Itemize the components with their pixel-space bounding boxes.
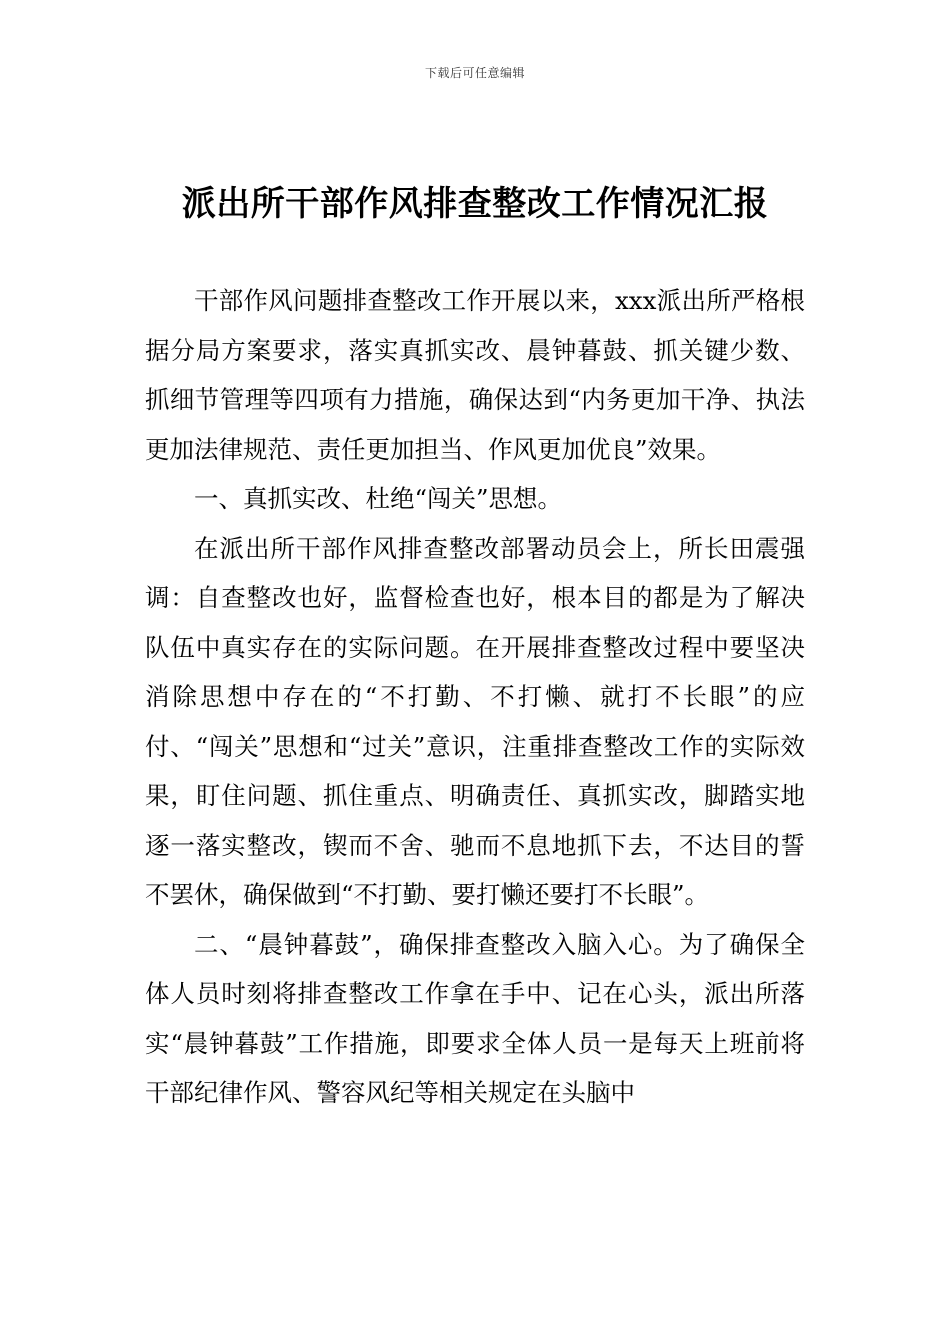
document-title: 派出所干部作风排查整改工作情况汇报 — [181, 184, 769, 224]
paragraph-section-1: 在派出所干部作风排查整改部署动员会上，所长田震强调：自查整改也好，监督检查也好，根本目的都是为了解决队伍中真实存在的实际问题。在开展排查整改过程中要坚决消除思想中存在的“不打勤、不打懒、就打不长眼”的应付、“闯关”思想和“过关”意识，注重排查整改工作的实际效果，盯住问题、抓住重点、明确责任、真抓实改，脚踏实地逐一落实整改，锲而不舍、驰而不息地抓下去，不达目的誓不罢休，确保做到“不打勤、要打懒还要打不长眼”。 — [145, 533, 805, 909]
paragraph-section-2: 二、“晨钟暮鼓”，确保排查整改入脑入心。为了确保全体人员时刻将排查整改工作拿在手中、记在心头，派出所落实“晨钟暮鼓”工作措施，即要求全体人员一是每天上班前将干部纪律作风、警容风纪等相关规定在头脑中 — [145, 929, 805, 1107]
section-heading-1: 一、真抓实改、杜绝“闯关”思想。 — [194, 484, 563, 513]
header-note: 下载后可任意编辑 — [424, 66, 525, 80]
document-body — [145, 276, 805, 1118]
paragraph-intro: 干部作风问题排查整改工作开展以来，xxx派出所严格根据分局方案要求，落实真抓实改、晨钟暮鼓、抓关键少数、抓细节管理等四项有力措施，确保达到“内务更加干净、执法更加法律规范、责任更加担当、作风更加优良”效果。 — [145, 286, 805, 464]
